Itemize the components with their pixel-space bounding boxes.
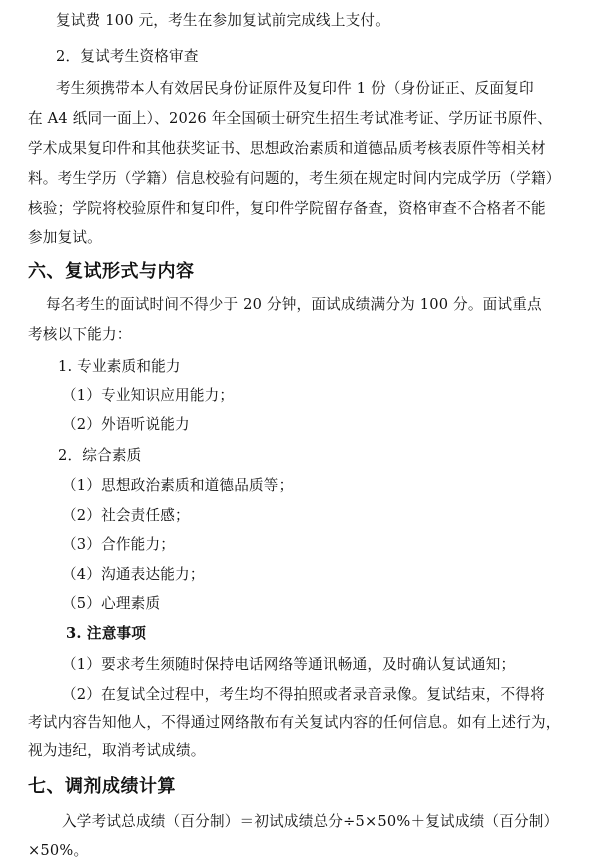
formula-line: 入学考试总成绩（百分制）＝初试成绩总分÷5×50%＋复试成绩（百分制） xyxy=(62,813,559,830)
paragraph-line: 考生须携带本人有效居民身份证原件及复印件 1 份（身份证正、反面复印 xyxy=(56,80,534,97)
section7-heading: 七、调剂成绩计算 xyxy=(28,776,176,797)
fee-line: 复试费 100 元，考生在参加复试前完成线上支付。 xyxy=(56,12,391,29)
intro-line: 每名考生的面试时间不得少于 20 分钟，面试成绩满分为 100 分。面试重点 xyxy=(46,296,542,313)
paragraph-line: 视为违纪，取消考试成绩。 xyxy=(28,742,206,759)
paragraph-line: 核验；学院将校验原件和复印件，复印件学院留存备查，资格审查不合格者不能 xyxy=(28,200,546,217)
paragraph-line: 学术成果复印件和其他获奖证书、思想政治素质和道德品质考核表原件等相关材 xyxy=(28,140,546,157)
paragraph-line: 考试内容告知他人，不得通过网络散布有关复试内容的任何信息。如有上述行为， xyxy=(28,714,561,731)
list-item: （3）合作能力； xyxy=(62,536,176,553)
list-item: （1）专业知识应用能力； xyxy=(62,387,235,404)
paragraph-line: （2）在复试全过程中，考生均不得拍照或者录音录像。复试结束，不得将 xyxy=(62,686,545,703)
paragraph-line: 参加复试。 xyxy=(28,229,102,246)
list-item: （1）思想政治素质和道德品质等； xyxy=(62,477,294,494)
list-item: （4）沟通表达能力； xyxy=(62,566,205,583)
paragraph-line: 在 A4 纸同一面上）、2026 年全国硕士研究生招生考试准考证、学历证书原件、 xyxy=(28,110,552,127)
item2-title: 2．复试考生资格审查 xyxy=(56,48,199,65)
section6-heading: 六、复试形式与内容 xyxy=(28,261,195,282)
group3-title: 3. 注意事项 xyxy=(66,625,147,642)
list-item: （5）心理素质 xyxy=(62,595,161,612)
paragraph-line: （1）要求考生须随时保持电话网络等通讯畅通，及时确认复试通知； xyxy=(62,656,516,673)
list-item: （2）外语听说能力 xyxy=(62,416,190,433)
list-item: （2）社会责任感； xyxy=(62,507,190,524)
formula-line: ×50%。 xyxy=(28,842,89,859)
group2-title: 2．综合素质 xyxy=(58,447,142,464)
intro-line: 考核以下能力： xyxy=(28,326,132,343)
group1-title: 1. 专业素质和能力 xyxy=(58,358,181,375)
paragraph-line: 料。考生学历（学籍）信息校验有问题的，考生须在规定时间内完成学历（学籍） xyxy=(28,170,561,187)
